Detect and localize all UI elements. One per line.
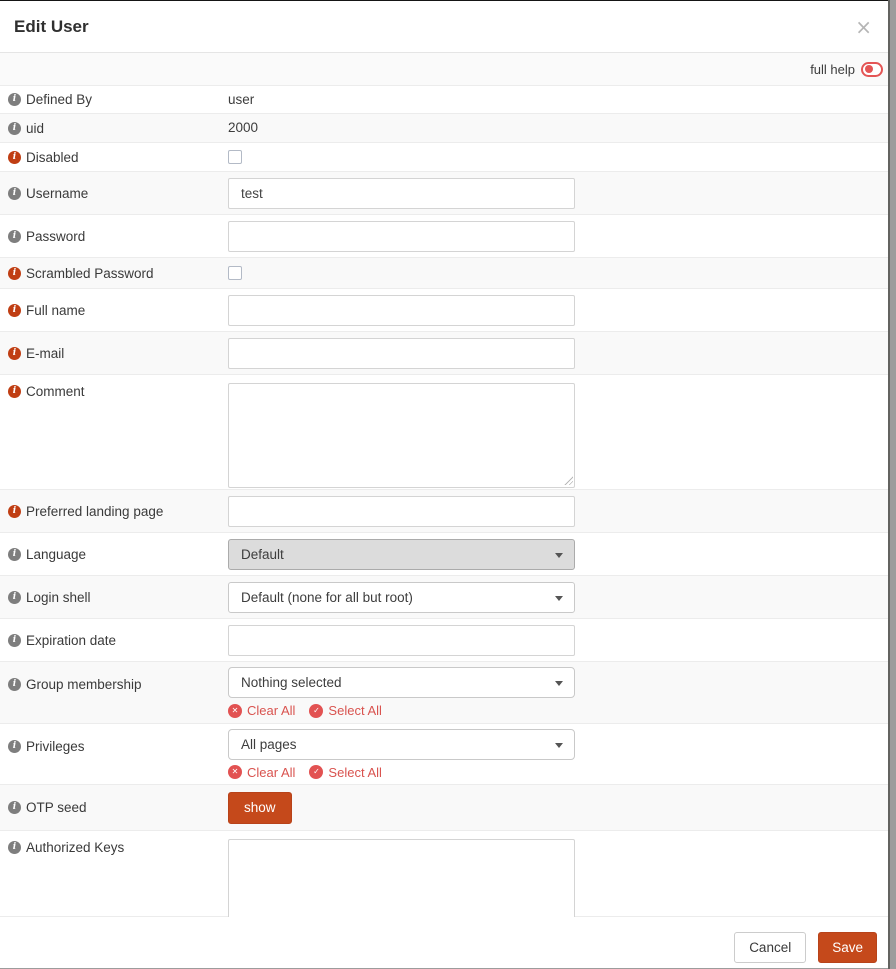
field-label-text: Expiration date	[26, 632, 117, 648]
field-label-text: Preferred landing page	[26, 503, 164, 519]
field-label-full-name	[0, 303, 228, 318]
field-label-text: Disabled	[26, 149, 79, 165]
info-icon[interactable]: i	[8, 678, 21, 691]
field-label-group-membership	[0, 662, 228, 692]
form-row-group-membership	[0, 662, 888, 724]
password-input[interactable]	[228, 221, 575, 252]
form-row-email	[0, 332, 888, 375]
group-membership-select[interactable]	[228, 667, 575, 698]
field-label-landing-page	[0, 504, 228, 519]
form-row-defined-by	[0, 86, 888, 114]
field-value-scrambled-password	[228, 266, 888, 280]
chevron-down-icon	[555, 743, 563, 748]
info-icon[interactable]: i	[8, 634, 21, 647]
cancel-button[interactable]: Cancel	[734, 932, 806, 963]
username-input[interactable]	[228, 178, 575, 209]
close-icon[interactable]: ×	[855, 14, 872, 39]
privileges-clear-all-button[interactable]	[228, 765, 295, 780]
circle-x-icon: ✕	[228, 704, 242, 718]
info-icon-red[interactable]: i	[8, 385, 21, 398]
field-label-text: Privileges	[26, 739, 85, 754]
field-value-landing-page	[228, 496, 888, 527]
language-selected-value: Default	[241, 546, 284, 562]
field-value-comment	[228, 375, 888, 488]
circle-check-icon: ✓	[309, 765, 323, 779]
info-icon-red[interactable]: i	[8, 505, 21, 518]
field-label-defined-by	[0, 92, 228, 107]
privileges-select[interactable]	[228, 729, 575, 760]
full-help-label: full help	[810, 61, 855, 77]
group-membership-selected-value: Nothing selected	[241, 675, 342, 690]
circle-x-icon: ✕	[228, 765, 242, 779]
modal-title: Edit User	[14, 16, 89, 36]
info-icon-red[interactable]: i	[8, 267, 21, 280]
form-row-expiration-date	[0, 619, 888, 662]
full-name-input[interactable]	[228, 295, 575, 326]
info-icon[interactable]: i	[8, 230, 21, 243]
disabled-checkbox[interactable]	[228, 150, 242, 164]
field-label-text: Defined By	[26, 92, 93, 107]
privileges-actions	[228, 765, 888, 780]
field-label-username	[0, 186, 228, 201]
modal-footer	[0, 917, 888, 969]
info-icon[interactable]: i	[8, 187, 21, 200]
modal-backdrop-gutter	[888, 0, 896, 969]
full-help-toggle-icon[interactable]	[861, 62, 883, 77]
field-label-language	[0, 547, 228, 562]
field-value-otp-seed	[228, 792, 888, 824]
form-row-privileges	[0, 724, 888, 785]
field-label-authorized-keys	[0, 831, 228, 855]
field-label-privileges	[0, 724, 228, 754]
comment-textarea-wrap	[228, 383, 575, 488]
defined-by-value: user	[228, 91, 255, 107]
group-membership-select-all-button[interactable]	[309, 703, 381, 718]
info-icon[interactable]: i	[8, 740, 21, 753]
field-value-login-shell	[228, 582, 888, 613]
comment-textarea[interactable]	[228, 383, 575, 488]
field-value-authorized-keys	[228, 831, 888, 917]
info-icon[interactable]: i	[8, 801, 21, 814]
field-label-comment	[0, 375, 228, 399]
privileges-selected-value: All pages	[241, 736, 297, 752]
language-select[interactable]	[228, 539, 575, 570]
field-value-privileges	[228, 729, 888, 780]
info-icon-red[interactable]: i	[8, 347, 21, 360]
form-row-otp-seed	[0, 785, 888, 831]
field-value-username	[228, 178, 888, 209]
chevron-down-icon	[555, 596, 563, 601]
field-value-group-membership	[228, 667, 888, 718]
field-value-full-name	[228, 295, 888, 326]
field-label-scrambled-password	[0, 266, 228, 281]
form-row-uid	[0, 114, 888, 143]
field-label-text: E-mail	[26, 345, 65, 361]
authorized-keys-textarea[interactable]	[228, 839, 575, 917]
info-icon[interactable]: i	[8, 122, 21, 135]
field-label-text: Full name	[26, 302, 86, 318]
info-icon[interactable]: i	[8, 841, 21, 854]
action-label: Select All	[328, 764, 382, 780]
field-label-text: OTP seed	[26, 800, 87, 815]
field-value-expiration-date	[228, 625, 888, 656]
field-label-text: uid	[26, 120, 45, 136]
full-help-bar	[0, 53, 888, 86]
form-row-authorized-keys	[0, 831, 888, 917]
info-icon-red[interactable]: i	[8, 304, 21, 317]
field-label-text: Username	[26, 185, 89, 201]
info-icon[interactable]: i	[8, 591, 21, 604]
form-row-full-name	[0, 289, 888, 332]
info-icon[interactable]: i	[8, 93, 21, 106]
field-label-email	[0, 346, 228, 361]
field-label-text: Comment	[26, 384, 85, 399]
toggle-knob	[865, 65, 873, 73]
field-label-otp-seed	[0, 800, 228, 815]
group-membership-actions	[228, 703, 888, 718]
form-row-login-shell	[0, 576, 888, 619]
form-rows	[0, 86, 888, 917]
field-label-text: Scrambled Password	[26, 265, 154, 281]
field-value-uid	[228, 119, 888, 137]
action-label: Clear All	[247, 764, 296, 780]
otp-seed-show-button[interactable]: show	[228, 792, 292, 824]
field-value-disabled	[228, 150, 888, 164]
uid-value: 2000	[228, 120, 259, 135]
save-button[interactable]: Save	[818, 932, 877, 963]
landing-page-input[interactable]	[228, 496, 575, 527]
chevron-down-icon	[555, 681, 563, 686]
field-label-text: Language	[26, 546, 87, 562]
field-value-language	[228, 539, 888, 570]
authorized-keys-textarea-wrap	[228, 839, 575, 917]
scrambled-password-checkbox[interactable]	[228, 266, 242, 280]
action-label: Select All	[328, 703, 382, 718]
expiration-date-input[interactable]	[228, 625, 575, 656]
form-row-language	[0, 533, 888, 576]
form-row-landing-page	[0, 490, 888, 533]
field-label-disabled	[0, 150, 228, 165]
form-row-disabled	[0, 143, 888, 172]
form-row-comment	[0, 375, 888, 490]
chevron-down-icon	[555, 553, 563, 558]
field-value-defined-by	[228, 91, 888, 109]
field-label-login-shell	[0, 590, 228, 605]
circle-check-icon: ✓	[309, 704, 323, 718]
modal-header	[0, 1, 888, 53]
group-membership-clear-all-button[interactable]	[228, 703, 295, 718]
field-label-text: Password	[26, 228, 86, 244]
field-label-text: Login shell	[26, 589, 91, 605]
field-label-uid	[0, 121, 228, 136]
field-label-text: Group membership	[26, 677, 142, 692]
login-shell-selected-value: Default (none for all but root)	[241, 589, 413, 605]
field-value-email	[228, 338, 888, 369]
form-row-password	[0, 215, 888, 258]
modal-body	[0, 53, 888, 917]
form-row-username	[0, 172, 888, 215]
field-label-expiration-date	[0, 633, 228, 648]
field-value-password	[228, 221, 888, 252]
action-label: Clear All	[247, 703, 296, 718]
info-icon-red[interactable]: i	[8, 151, 21, 164]
form-row-scrambled-password	[0, 258, 888, 289]
field-label-text: Authorized Keys	[26, 840, 125, 855]
privileges-select-all-button[interactable]	[309, 765, 381, 780]
login-shell-select[interactable]	[228, 582, 575, 613]
email-input[interactable]	[228, 338, 575, 369]
info-icon[interactable]: i	[8, 548, 21, 561]
field-label-password	[0, 229, 228, 244]
